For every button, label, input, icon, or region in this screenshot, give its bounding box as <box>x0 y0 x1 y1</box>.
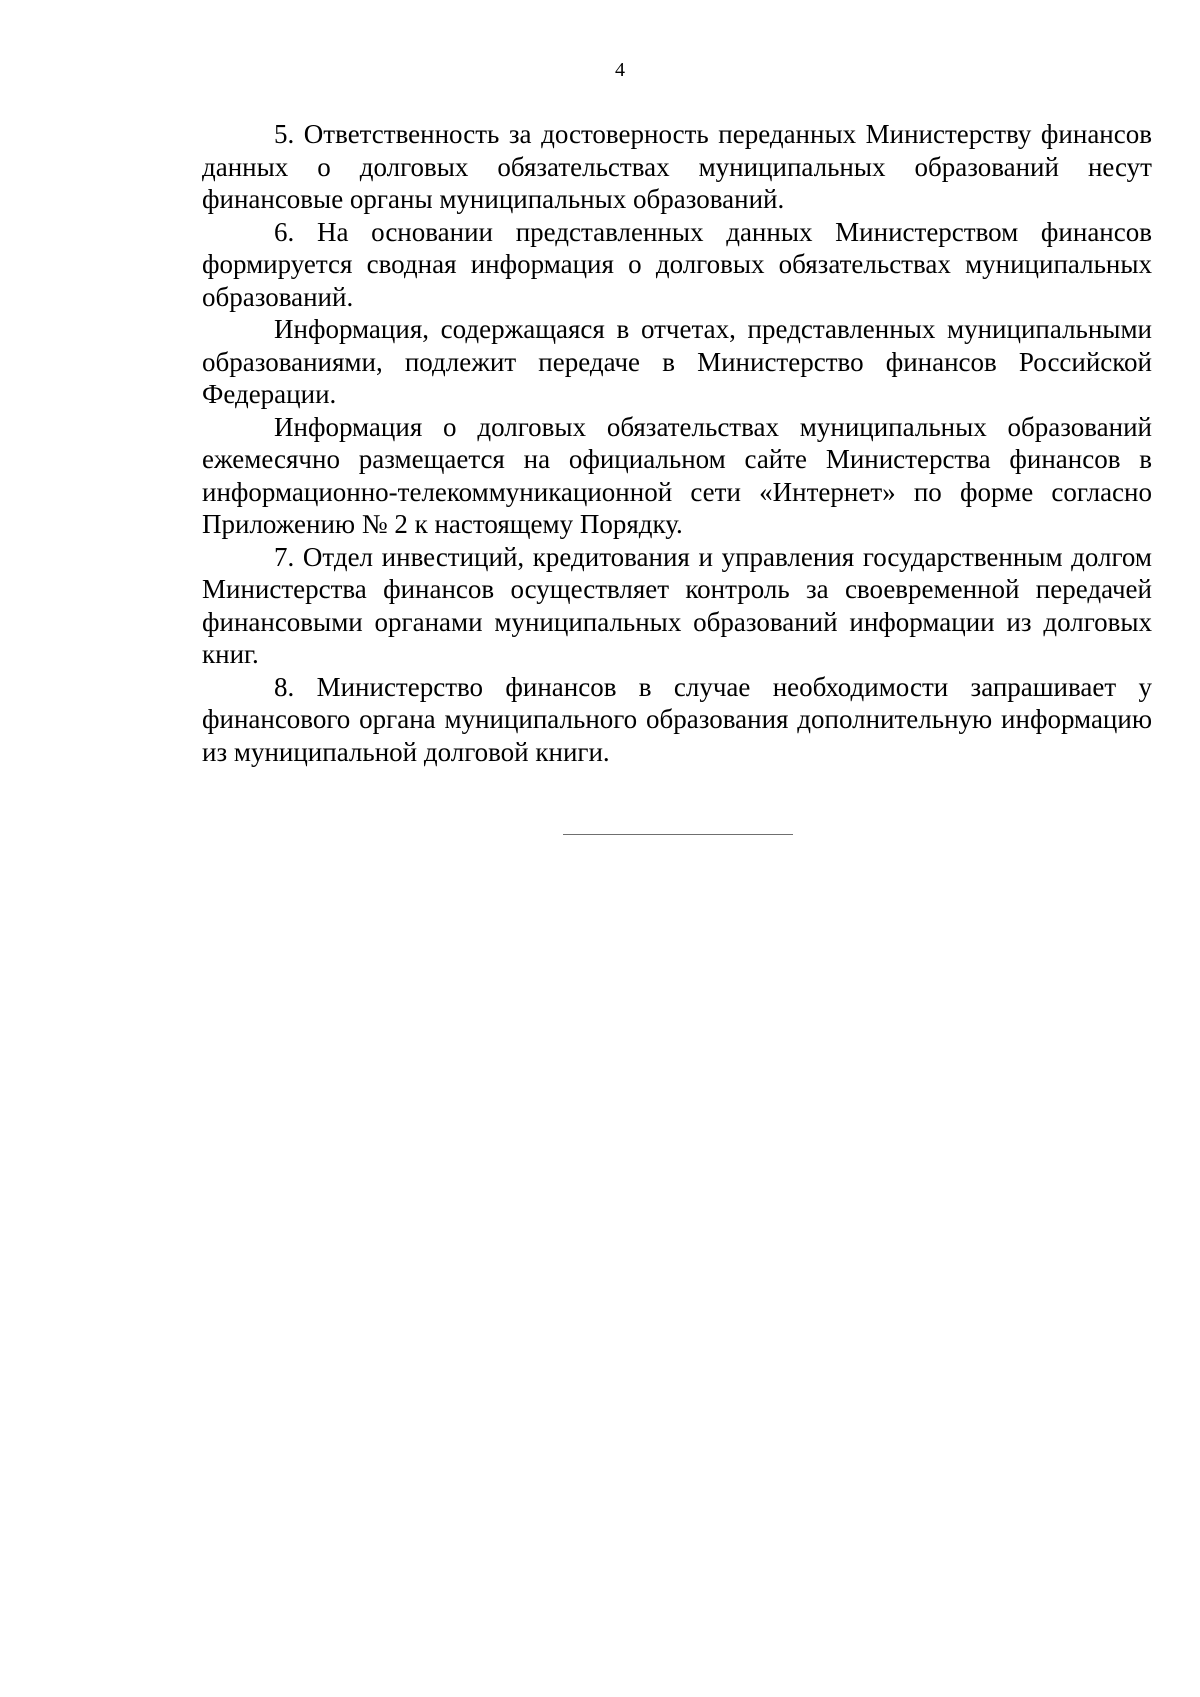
page-number: 4 <box>615 59 625 81</box>
paragraph-5-responsibility: 5. Ответственность за достоверность переданных Министерству финансов данных о долговых обязательствах муниципальных образований несут финансовые органы муниципальных образований. <box>202 119 1152 214</box>
paragraph-report-transfer: Информация, содержащаяся в отчетах, представленных муниципальными образованиями, подлежит передаче в Министерство финансов Российской Федерации. <box>202 314 1152 409</box>
end-divider-line <box>563 834 793 835</box>
document-body <box>202 118 1152 768</box>
paragraph-7-control: 7. Отдел инвестиций, кредитования и управления государственным долгом Министерства финансов осуществляет контроль за своевременной передачей финансовыми органами муниципальных образований информации из долговых книг. <box>202 541 1152 669</box>
paragraph-8-request: 8. Министерство финансов в случае необходимости запрашивает у финансового органа муниципального образования дополнительную информацию из муниципальной долговой книги. <box>202 671 1152 767</box>
paragraph-6-summary-info: 6. На основании представленных данных Министерством финансов формируется сводная информация о долговых обязательствах муниципальных образований. <box>202 216 1152 312</box>
paragraph-publication: Информация о долговых обязательствах муниципальных образований ежемесячно размещается на официальном сайте Министерства финансов в информационно-телекоммуникационной сети «Интернет» по форме согласно Приложению № 2 к настоящему Порядку. <box>202 411 1152 539</box>
